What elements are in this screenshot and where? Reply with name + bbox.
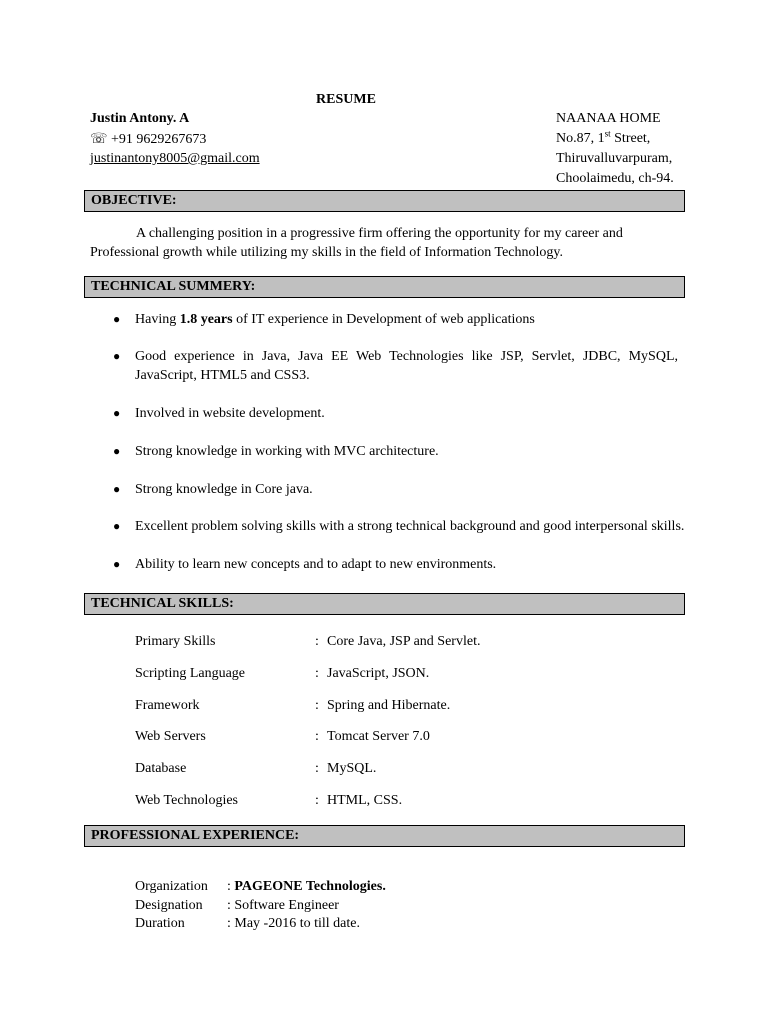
address-line-4: Choolaimedu, ch-94. <box>556 171 674 186</box>
skill-separator: : <box>315 729 319 744</box>
skill-value: Spring and Hibernate. <box>327 698 451 713</box>
skill-label: Web Servers <box>135 729 206 744</box>
bullet-icon: ● <box>113 406 121 420</box>
skill-separator: : <box>315 761 319 776</box>
bullet-icon: ● <box>113 482 121 496</box>
skill-separator: : <box>315 634 319 649</box>
email-link[interactable]: justinantony8005@gmail.com <box>90 151 260 166</box>
list-item: Good experience in Java, Java EE Web Technologies like JSP, Servlet, JDBC, MySQL, JavaScript, HTML5 and CSS3. <box>135 349 678 383</box>
telephone-icon: ☏ <box>90 132 108 147</box>
duration-value: : May -2016 to till date. <box>227 916 360 931</box>
list-item: Ability to learn new concepts and to adapt to new environments. <box>135 557 497 572</box>
skill-separator: : <box>315 698 319 713</box>
objective-text: A challenging position in a progressive firm offering the opportunity for my career and Professional growth while utilizing my skills in the field of Information Technology. <box>90 226 623 260</box>
bullet-icon: ● <box>113 444 121 458</box>
section-heading: PROFESSIONAL EXPERIENCE: <box>91 828 300 843</box>
bullet-icon: ● <box>113 557 121 571</box>
section-heading: OBJECTIVE: <box>91 193 177 208</box>
skill-label: Database <box>135 761 187 776</box>
resume-title: RESUME <box>316 92 376 107</box>
bullet-icon: ● <box>113 312 121 326</box>
skill-label: Scripting Language <box>135 666 246 681</box>
skill-label: Framework <box>135 698 200 713</box>
section-heading: TECHNICAL SKILLS: <box>91 596 234 611</box>
organization-label: Organization <box>135 879 208 894</box>
section-heading: TECHNICAL SUMMERY: <box>91 279 256 294</box>
skill-separator: : <box>315 793 319 808</box>
skill-value: Core Java, JSP and Servlet. <box>327 634 481 649</box>
skill-value: MySQL. <box>327 761 377 776</box>
address-line-1: NAANAA HOME <box>556 111 661 126</box>
list-item: Strong knowledge in Core java. <box>135 482 313 497</box>
address-line-3: Thiruvalluvarpuram, <box>556 151 673 166</box>
list-item: Excellent problem solving skills with a strong technical background and good interpersonal skills. <box>135 519 685 534</box>
skill-separator: : <box>315 666 319 681</box>
phone-line <box>90 131 206 148</box>
organization-value: : PAGEONE Technologies. <box>227 879 386 894</box>
skill-value: JavaScript, JSON. <box>327 666 430 681</box>
bullet-icon: ● <box>113 349 121 363</box>
designation-value: : Software Engineer <box>227 898 339 913</box>
section-technical-summary <box>84 276 685 298</box>
address-line-2: No.87, 1st Street, <box>556 128 651 146</box>
section-technical-skills <box>84 593 685 615</box>
skill-label: Primary Skills <box>135 634 216 649</box>
skill-label: Web Technologies <box>135 793 238 808</box>
duration-label: Duration <box>135 916 185 931</box>
list-item: Strong knowledge in working with MVC architecture. <box>135 444 439 459</box>
list-item: Involved in website development. <box>135 406 325 421</box>
designation-label: Designation <box>135 898 203 913</box>
candidate-name: Justin Antony. A <box>90 111 190 126</box>
section-objective <box>84 190 685 212</box>
bullet-icon: ● <box>113 519 121 533</box>
phone-number: +91 9629267673 <box>111 132 207 147</box>
skill-value: Tomcat Server 7.0 <box>327 729 430 744</box>
list-item: Having 1.8 years of IT experience in Development of web applications <box>135 312 535 327</box>
skill-value: HTML, CSS. <box>327 793 403 808</box>
section-professional-experience <box>84 825 685 847</box>
